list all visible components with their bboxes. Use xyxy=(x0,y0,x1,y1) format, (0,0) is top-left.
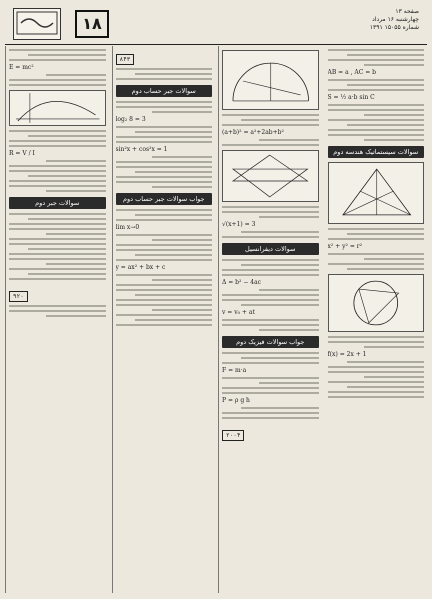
circle-figure xyxy=(328,274,425,332)
formula: y = ax² + bx + c xyxy=(115,264,166,271)
answer-box: ۸۴۳ xyxy=(116,54,135,65)
graph-figure xyxy=(9,90,106,126)
star-figure xyxy=(222,150,319,202)
formula: v = v₀ + at xyxy=(222,309,255,316)
page-number: ۱۸ xyxy=(75,10,109,38)
answer-box: ۲۰۰۴ xyxy=(222,430,244,441)
answer-box: ۹۲۰ xyxy=(9,291,28,302)
issue-date: چهارشنبه ۱۶ مرداد xyxy=(372,16,419,23)
columns xyxy=(5,46,427,593)
formula: f(x) = 2x + 1 xyxy=(327,351,367,358)
section-title: جواب سوالات فیزیک دوم xyxy=(222,336,319,348)
formula: R = V / I xyxy=(9,150,35,157)
page-header xyxy=(5,4,427,45)
formula: S = ½ a·b sin C xyxy=(327,94,375,101)
formula: E = mc² xyxy=(9,64,34,71)
triangle-figure xyxy=(328,162,425,224)
column-3 xyxy=(112,46,216,593)
section-title: سوالات جبر حساب دوم xyxy=(116,85,213,97)
formula: F = m·a xyxy=(222,367,247,374)
formula: √(x+1) = 3 xyxy=(222,221,256,228)
issue-number: ۱۳۹۱ شماره ۱۵۰۵۵ xyxy=(369,24,419,31)
formula: log₂ 8 = 3 xyxy=(115,116,146,123)
formula: AB = a , AC = b xyxy=(327,69,376,76)
section-title: سوالات جبر دوم xyxy=(9,197,106,209)
formula: Δ = b² − 4ac xyxy=(222,279,262,286)
formula: lim x→0 xyxy=(115,224,140,231)
newspaper-logo xyxy=(13,8,61,40)
column-4 xyxy=(5,46,109,593)
column-2 xyxy=(218,46,322,593)
formula: (a+b)² = a²+2ab+b² xyxy=(222,129,284,136)
formula: P = ρ g h xyxy=(222,397,250,404)
formula: sin²x + cos²x = 1 xyxy=(115,146,168,153)
column-1 xyxy=(325,46,428,593)
issue-page: صفحه ۱۳ xyxy=(395,8,419,15)
formula: x² + y² = r² xyxy=(327,243,363,250)
section-title: جواب سوالات جبر حساب دوم xyxy=(116,193,213,205)
issue-info xyxy=(370,8,419,32)
logo-icon xyxy=(15,9,59,37)
section-title: سوالات دیفرانسیل xyxy=(222,243,319,255)
geometry-figure xyxy=(222,50,319,110)
section-title: سوالات سیستماتیک هندسه دوم xyxy=(328,146,425,158)
